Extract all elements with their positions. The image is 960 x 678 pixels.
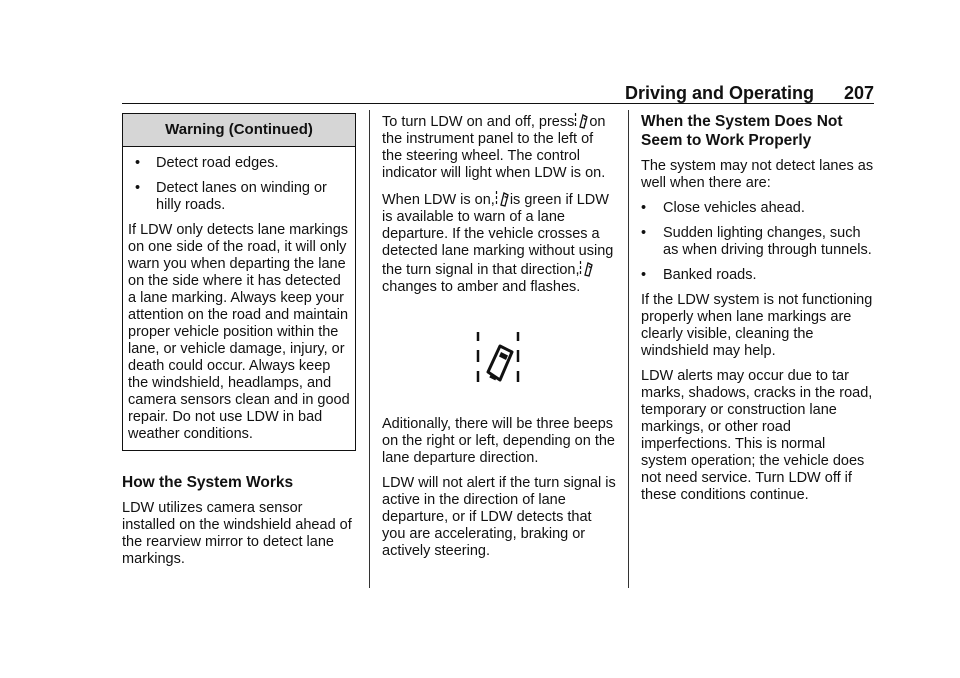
lane-departure-warning-icon	[495, 190, 510, 207]
warning-title: Warning (Continued)	[123, 114, 355, 147]
column-right	[641, 112, 875, 512]
list-item: • Banked roads.	[641, 267, 757, 283]
column-divider-1	[369, 110, 370, 588]
paragraph-ldw-status: When LDW is on, is green if LDW is available to warn of a lane departure. If the vehicle crosses a detected lane marking without using the turn signal in that direction,changes to amber and flashes.	[382, 192, 614, 295]
how-it-works-heading: How the System Works	[122, 474, 294, 491]
warning-body: If LDW only detects lane markings on one side of the road, it will only warn you when departing the lane on the side where it has detected a lane marking. Always keep your attention on the road and maintain proper vehicle position within the lane, or vehicle damage, injury, or death could occur. Always keep the windshield, headlamps, and camera sensors clean and in good repair. Do not use LDW in bad weather conditions.	[128, 222, 350, 442]
lane-departure-warning-icon	[474, 328, 522, 388]
not-working-paragraph-1: If the LDW system is not functioning properly when lane markings are clearly visible, cleaning the windshield may help.	[641, 292, 873, 359]
bullet-glyph: •	[135, 155, 141, 171]
not-working-heading: When the System Does Not Seem to Work Properly	[641, 113, 843, 149]
column-middle	[382, 112, 616, 568]
warning-bullet: • Detect road edges.	[128, 155, 350, 172]
bullet-glyph: •	[641, 200, 647, 216]
how-it-works-body: LDW utilizes camera sensor installed on the windshield ahead of the rearview mirror to detect lane markings.	[122, 500, 352, 567]
lane-departure-warning-icon	[574, 112, 589, 129]
warning-bullet: • Detect lanes on winding or hilly roads.	[128, 180, 350, 214]
warning-box	[122, 113, 356, 451]
bullet-glyph: •	[641, 225, 647, 241]
bullet-glyph: •	[135, 180, 141, 196]
paragraph-no-alert: LDW will not alert if the turn signal is active in the direction of lane departure, or if LDW detects that you are accelerating, braking or actively steering.	[382, 475, 616, 559]
page-header	[122, 83, 874, 104]
column-divider-2	[628, 110, 629, 588]
lane-departure-warning-icon	[579, 260, 594, 277]
not-working-paragraph-2: LDW alerts may occur due to tar marks, shadows, cracks in the road, temporary or construction lane markings, or other road imperfections. This is normal system operation; the vehicle does not need service. Turn LDW off if these conditions continue.	[641, 368, 873, 503]
page-number: 207	[843, 83, 874, 103]
bullet-glyph: •	[641, 267, 647, 283]
column-left	[122, 112, 356, 576]
list-item: • Close vehicles ahead.	[641, 200, 805, 216]
paragraph-ldw-toggle: To turn LDW on and off, press on the instrument panel to the left of the steering wheel. The control indicator will light when LDW is on.	[382, 114, 606, 181]
list-item: • Sudden lighting changes, such as when driving through tunnels.	[641, 225, 872, 258]
not-working-intro: The system may not detect lanes as well when there are:	[641, 158, 874, 191]
section-title: Driving and Operating	[624, 83, 814, 103]
paragraph-beeps: Aditionally, there will be three beeps on the right or left, depending on the lane departure direction.	[382, 416, 615, 466]
ldw-indicator-figure	[382, 304, 616, 404]
